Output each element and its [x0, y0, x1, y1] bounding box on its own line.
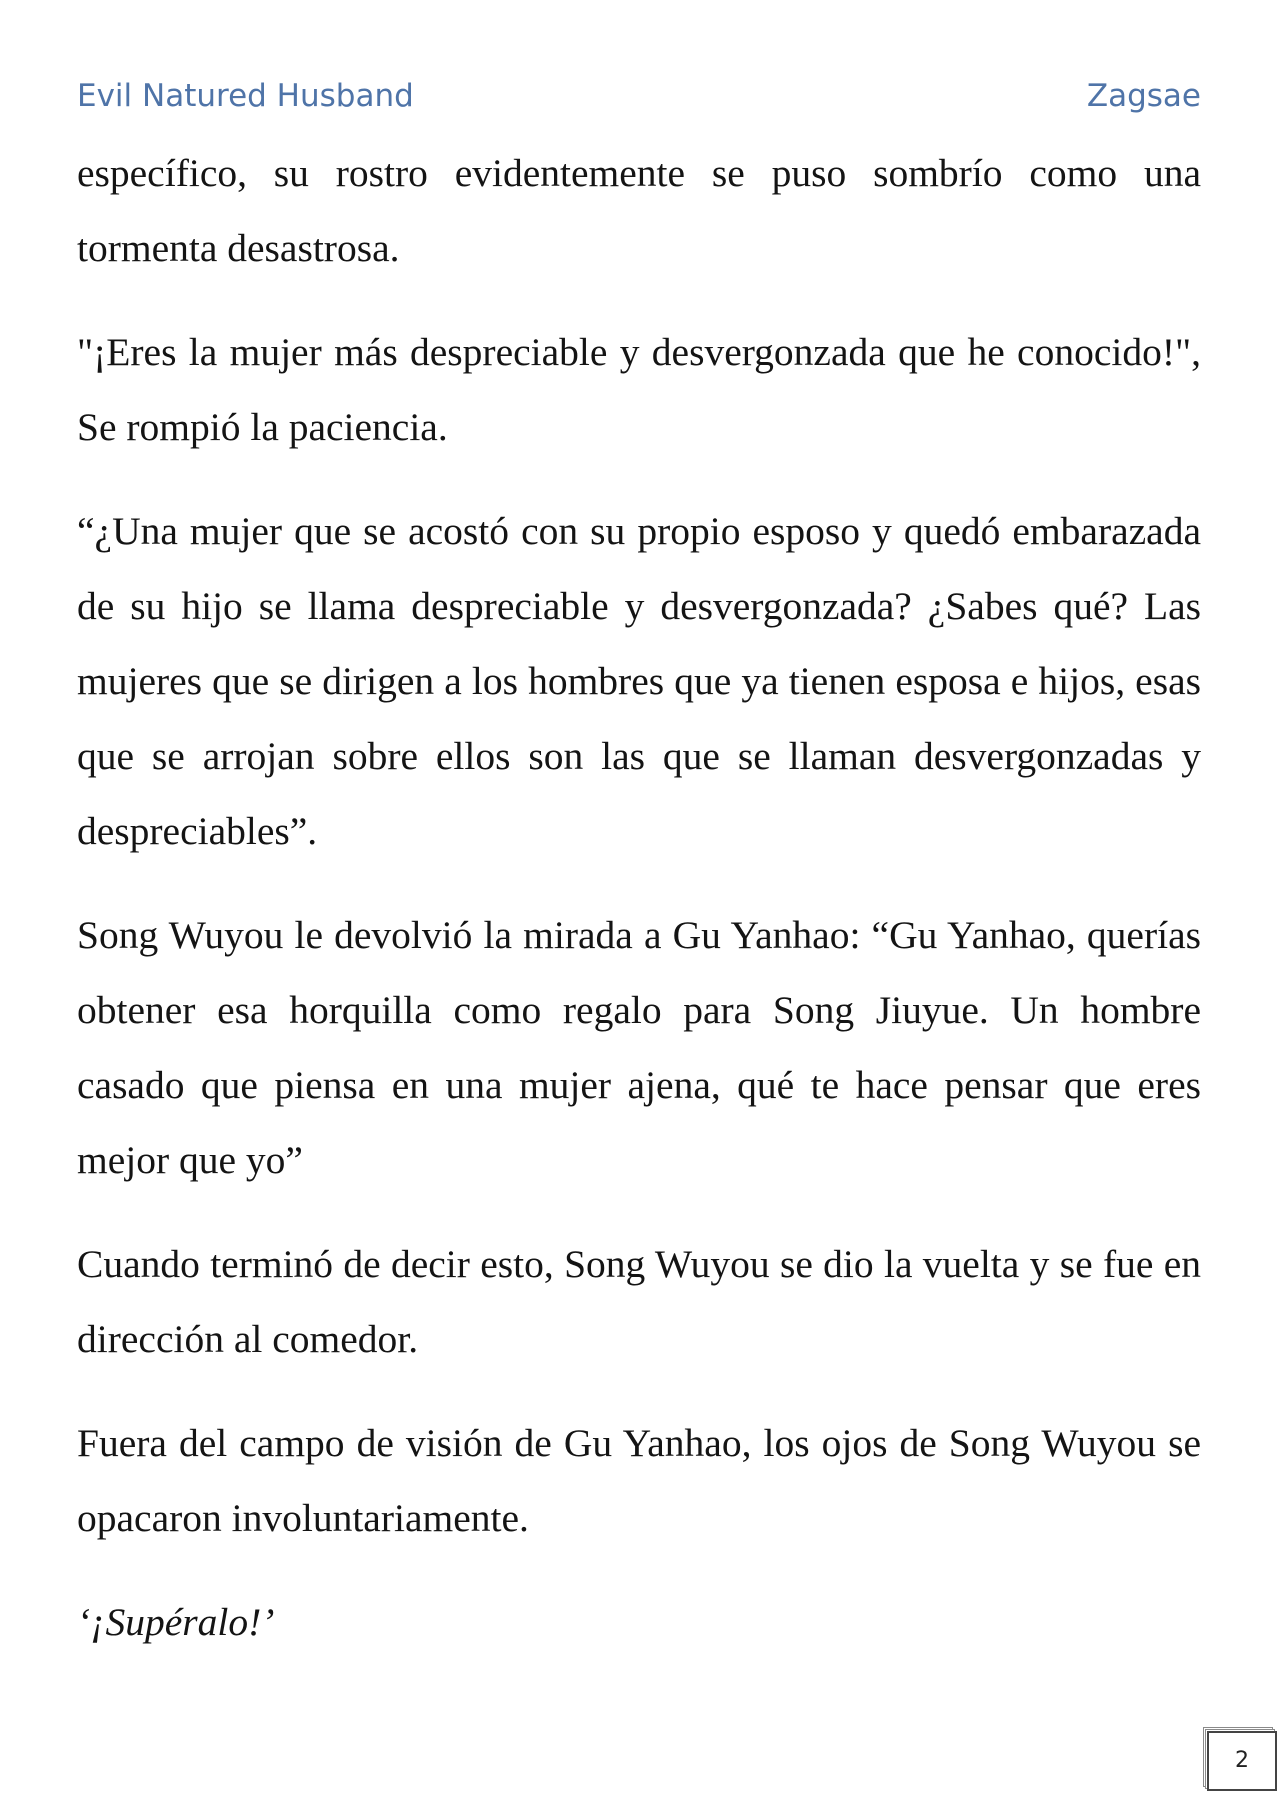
paragraph: Song Wuyou le devolvió la mirada a Gu Yanhao: “Gu Yanhao, querías obtener esa horquilla como regalo para Song Jiuyue. Un hombre casado que piensa en una mujer ajena, qué te hace pensar que eres mejor que yo” [77, 913, 1201, 1182]
author-name: Zagsae [1086, 78, 1201, 114]
italic-thought: ‘¡Supéralo!’ [77, 1600, 275, 1644]
page-header [77, 78, 1201, 122]
book-title: Evil Natured Husband [77, 78, 414, 114]
paragraph: "¡Eres la mujer más despreciable y desvergonzada que he conocido!", Se rompió la paciencia. [77, 330, 1201, 449]
paragraph: Cuando terminó de decir esto, Song Wuyou se dio la vuelta y se fue en dirección al comedor. [77, 1242, 1201, 1361]
paragraph: “¿Una mujer que se acostó con su propio esposo y quedó embarazada de su hijo se llama despreciable y desvergonzada? ¿Sabes qué? Las mujeres que se dirigen a los hombres que ya tienen esposa e hijos, esas que se arrojan sobre ellos son las que se llaman desvergonzadas y despreciables”. [77, 509, 1201, 853]
paragraph: Fuera del campo de visión de Gu Yanhao, los ojos de Song Wuyou se opacaron involuntariamente. [77, 1421, 1201, 1540]
page-number-box [1203, 1727, 1276, 1789]
body-text [77, 136, 1201, 1689]
page-number: 2 [1235, 1748, 1249, 1773]
paragraph: específico, su rostro evidentemente se puso sombrío como una tormenta desastrosa. [77, 151, 1201, 270]
